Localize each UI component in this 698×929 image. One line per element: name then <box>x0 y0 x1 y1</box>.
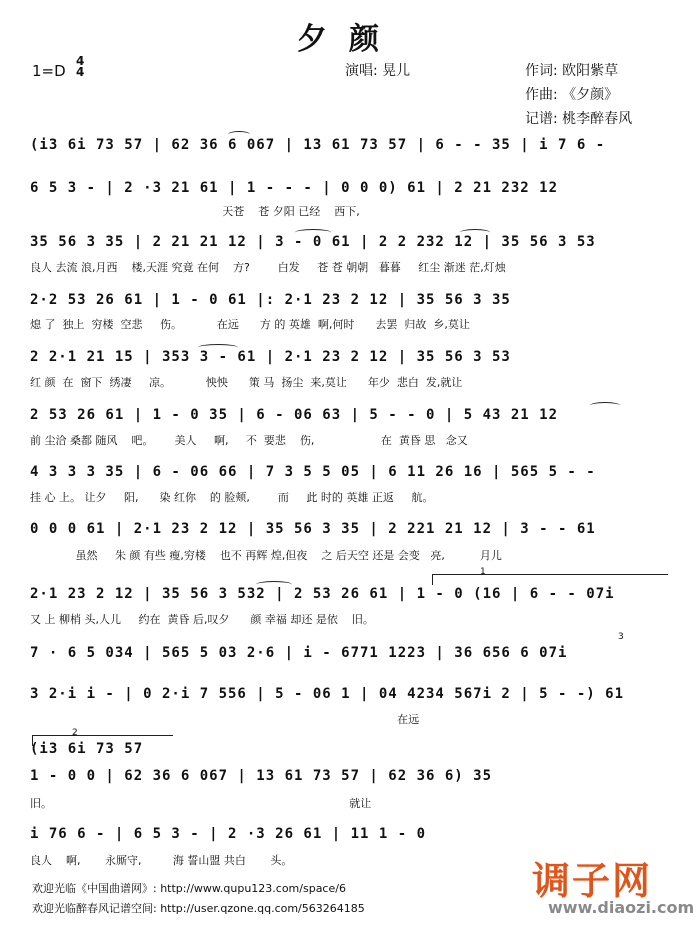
watermark-brand: 调子网 <box>532 859 653 903</box>
time-signature-top: 4 <box>76 54 85 68</box>
score-line-6: 2 53 26 61 | 1 - 0 35 | 6 - 06 63 | 5 - - 0 | 5 43 21 12 <box>30 407 559 423</box>
slur <box>590 402 620 409</box>
score-line-9: 2·1 23 2 12 | 35 56 3 532 | 2 53 26 61 | 1 - 0 (16 | 6 - - 07i <box>30 586 615 602</box>
time-signature-bottom: 4 <box>76 65 85 79</box>
score-line-7: 4 3 3 3 35 | 6 - 06 66 | 7 3 5 5 05 | 6 11 26 16 | 565 5 - - <box>30 464 596 480</box>
transcriber: 记谱: 桃李醉春风 <box>525 111 633 127</box>
slur <box>228 131 250 138</box>
score-line-2: 6 5 3 - | 2 ·3 21 61 | 1 - - - | 0 0 0) 61 | 2 21 232 12 <box>30 180 559 196</box>
score-line-1: (i3 6i 73 57 | 62 36 6 067 | 13 61 73 57 | 6 - - 35 | i 7 6 - <box>30 137 606 153</box>
score-line-14: i 76 6 - | 6 5 3 - | 2 ·3 26 61 | 11 1 - 0 <box>30 826 427 842</box>
footer-link-2[interactable]: 欢迎光临醉春风记谱空间: http://user.qzone.qq.com/563264185 <box>32 902 365 915</box>
lyric-line-13: 旧。 就让 <box>30 797 372 810</box>
footer-link-1[interactable]: 欢迎光临《中国曲谱网》: http://www.qupu123.com/space/6 <box>32 882 346 895</box>
lyric-line-14: 良人 啊, 永厮守, 海 誓山盟 共白 头。 <box>30 854 293 867</box>
slur <box>256 581 292 588</box>
lyric-line-2: 天苍 苍 夕阳 已经 西下, <box>30 205 360 218</box>
lyric-line-11: 在远 <box>30 713 420 726</box>
score-line-11: 3 2·i i - | 0 2·i 7 556 | 5 - 06 1 | 04 4234 567i 2 | 5 - -) 61 <box>30 686 625 702</box>
lyric-line-8: 虽然 朱 颜 有些 瘦,穷楼 也不 再辉 煌,但夜 之 后天空 还是 会变 亮, 月儿 <box>30 549 502 562</box>
score-line-13: 1 - 0 0 | 62 36 6 067 | 13 61 73 57 | 62 36 6) 35 <box>30 768 493 784</box>
lyric-line-5: 红 颜 在 窗下 绣凄 凉。 怏怏 策 马 扬尘 来,莫让 年少 悲白 发,就让 <box>30 376 463 389</box>
volta-number-2: 2 <box>72 728 78 738</box>
score-line-5: 2 2·1 21 15 | 353 3 - 61 | 2·1 23 2 12 | 35 56 3 53 <box>30 349 511 365</box>
song-title: 夕颜 <box>297 22 401 57</box>
slur <box>198 344 238 351</box>
lyric-line-4: 熄 了 独上 穷楼 空悲 伤。 在远 方 的 英雄 啊,何时 去罢 归故 乡,莫让 <box>30 318 470 331</box>
score-line-8: 0 0 0 61 | 2·1 23 2 12 | 35 56 3 35 | 2 221 21 12 | 3 - - 61 <box>30 521 596 537</box>
score-line-12: (i3 6i 73 57 <box>30 741 144 757</box>
slur <box>295 229 331 236</box>
triplet-mark: 3 <box>618 632 624 642</box>
key-signature: 1=D <box>32 62 66 80</box>
lyric-line-9: 又 上 柳梢 头,人儿 约在 黄昏 后,叹夕 颜 幸福 却还 是依 旧。 <box>30 613 374 626</box>
lyric-line-7: 挂 心 上。 让夕 阳, 染 红你 的 脸颊, 而 此 时的 英雄 正返 航。 <box>30 491 434 504</box>
lyricist: 作词: 欧阳紫草 <box>525 63 619 79</box>
watermark-url: www.diaozi.com <box>548 898 695 917</box>
score-line-3: 35 56 3 35 | 2 21 21 12 | 3 - 0 61 | 2 2 232 12 | 35 56 3 53 <box>30 234 596 250</box>
time-signature <box>76 56 84 78</box>
score-line-4: 2·2 53 26 61 | 1 - 0 61 |: 2·1 23 2 12 | 35 56 3 35 <box>30 292 511 308</box>
lyric-line-6: 前 尘洽 桑都 随风 吧。 美人 啊, 不 要悲 伤, 在 黄昏 思 念又 <box>30 434 468 447</box>
score-line-10: 7 · 6 5 034 | 565 5 03 2·6 | i - 6771 1223 | 36 656 6 07i <box>30 645 568 661</box>
singer: 演唱: 晃儿 <box>345 63 411 79</box>
slur <box>460 229 490 236</box>
volta-number-1: 1 <box>480 567 486 577</box>
volta-bracket-1 <box>432 574 668 585</box>
composer: 作曲: 《夕颜》 <box>525 87 619 103</box>
lyric-line-3: 良人 去流 浪,月西 楼,天涯 究竟 在何 方? 白发 苍 苍 朝朝 暮暮 红尘 渐迷 茫,灯烛 <box>30 261 506 274</box>
